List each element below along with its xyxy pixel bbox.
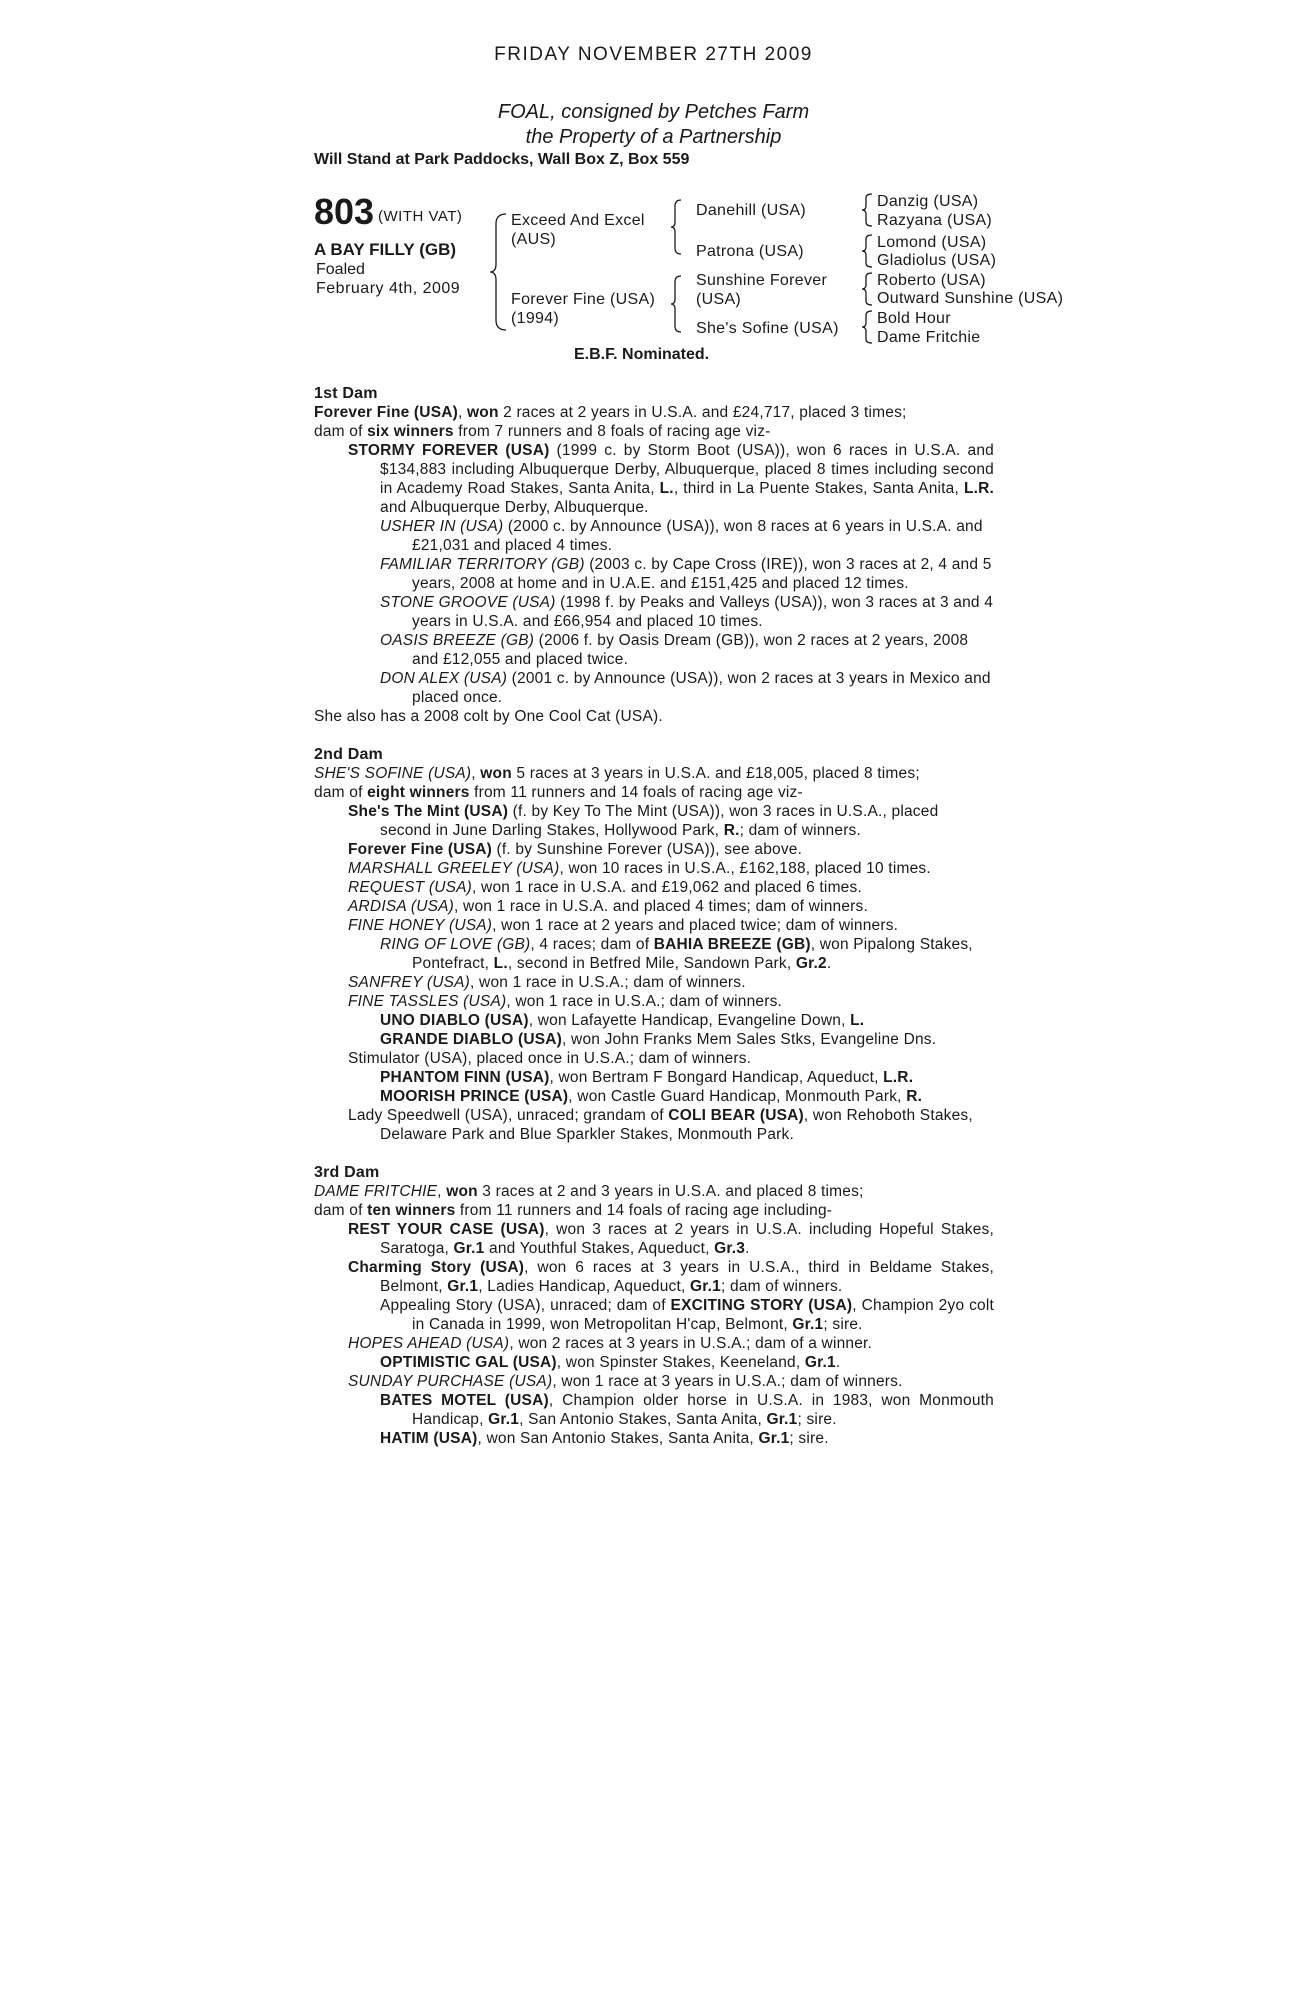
pedigree-brace-g3-3 bbox=[860, 271, 874, 307]
vat-note: (WITH VAT) bbox=[378, 208, 463, 225]
produce-entry: REST YOUR CASE (USA), won 3 races at 2 years in U.S.A. including Hopeful Stakes, Saratoga, Gr.1 and Youthful Stakes, Aqueduct, Gr.3. bbox=[348, 1221, 994, 1257]
consignor-line: FOAL, consigned by Petches Farm bbox=[497, 101, 810, 123]
produce-entry: FAMILIAR TERRITORY (GB) (2003 c. by Cape Cross (IRE)), won 3 races at 2, 4 and 5 years, 2008 at home and in U.A.E. and £151,425 and placed 12 times. bbox=[380, 556, 992, 592]
pedigree-brace-g3-1 bbox=[860, 192, 874, 228]
produce-entry: MOORISH PRINCE (USA), won Castle Guard Handicap, Monmouth Park, R. bbox=[380, 1088, 923, 1105]
second-dam-produce-summary: dam of eight winners from 11 runners and 14 foals of racing age viz- bbox=[314, 784, 803, 801]
pedigree-dam: Forever Fine (USA) (1994) bbox=[511, 291, 656, 327]
produce-entry: SUNDAY PURCHASE (USA), won 1 race at 3 years in U.S.A.; dam of winners. bbox=[348, 1373, 903, 1390]
pedigree-sire-dam: Patrona (USA) bbox=[696, 243, 804, 260]
pedigree-brace-sire bbox=[669, 198, 683, 256]
second-dam-heading: 2nd Dam bbox=[314, 746, 383, 763]
produce-entry: OASIS BREEZE (GB) (2006 f. by Oasis Dream (GB)), won 2 races at 2 years, 2008 and £12,055 and placed twice. bbox=[380, 632, 969, 668]
first-dam-intro: Forever Fine (USA), won 2 races at 2 years in U.S.A. and £24,717, placed 3 times; bbox=[314, 404, 907, 421]
pedigree-g3-8: Dame Fritchie bbox=[877, 329, 981, 346]
ebf-nomination: E.B.F. Nominated. bbox=[574, 346, 710, 363]
pedigree-brace-main bbox=[488, 212, 508, 332]
second-dam-intro: SHE'S SOFINE (USA), won 5 races at 3 years in U.S.A. and £18,005, placed 8 times; bbox=[314, 765, 920, 782]
produce-entry: USHER IN (USA) (2000 c. by Announce (USA)), won 8 races at 6 years in U.S.A. and £21,031 and placed 4 times. bbox=[380, 518, 983, 554]
produce-entry: ARDISA (USA), won 1 race in U.S.A. and placed 4 times; dam of winners. bbox=[348, 898, 868, 915]
pedigree-g3-1: Danzig (USA) bbox=[877, 193, 979, 210]
produce-entry: BATES MOTEL (USA), Champion older horse in U.S.A. in 1983, won Monmouth Handicap, Gr.1, San Antonio Stakes, Santa Anita, Gr.1; sire. bbox=[380, 1392, 995, 1428]
produce-entry: MARSHALL GREELEY (USA), won 10 races in U.S.A., £162,188, placed 10 times. bbox=[348, 860, 931, 877]
pedigree-dam-dam: She's Sofine (USA) bbox=[696, 320, 839, 337]
produce-entry: UNO DIABLO (USA), won Lafayette Handicap, Evangeline Down, L. bbox=[380, 1012, 865, 1029]
pedigree-g3-4: Gladiolus (USA) bbox=[877, 252, 997, 269]
third-dam-produce-summary: dam of ten winners from 11 runners and 14 foals of racing age including- bbox=[314, 1202, 833, 1219]
produce-entry: DON ALEX (USA) (2001 c. by Announce (USA)), won 2 races at 3 years in Mexico and placed once. bbox=[380, 670, 991, 706]
pedigree-sire-sire: Danehill (USA) bbox=[696, 202, 807, 219]
pedigree-g3-7: Bold Hour bbox=[877, 310, 951, 327]
produce-entry: PHANTOM FINN (USA), won Bertram F Bongard Handicap, Aqueduct, L.R. bbox=[380, 1069, 914, 1086]
pedigree-sire: Exceed And Excel (AUS) bbox=[511, 212, 645, 248]
produce-entry: FINE HONEY (USA), won 1 race at 2 years and placed twice; dam of winners. bbox=[348, 917, 899, 934]
produce-entry: Stimulator (USA), placed once in U.S.A.; dam of winners. bbox=[348, 1050, 752, 1067]
produce-entry: FINE TASSLES (USA), won 1 race in U.S.A.; dam of winners. bbox=[348, 993, 783, 1010]
produce-entry: Charming Story (USA), won 6 races at 3 years in U.S.A., third in Beldame Stakes, Belmont, Gr.1, Ladies Handicap, Aqueduct, Gr.1; dam of winners. bbox=[348, 1259, 994, 1295]
foaled-label: Foaled bbox=[316, 261, 365, 278]
ownership-line: the Property of a Partnership bbox=[525, 126, 782, 148]
third-dam-intro: DAME FRITCHIE, won 3 races at 2 and 3 years in U.S.A. and placed 8 times; bbox=[314, 1183, 864, 1200]
produce-entry: SANFREY (USA), won 1 race in U.S.A.; dam of winners. bbox=[348, 974, 746, 991]
horse-name: A BAY FILLY (GB) bbox=[314, 240, 457, 259]
third-dam-heading: 3rd Dam bbox=[314, 1164, 380, 1181]
produce-entry: She's The Mint (USA) (f. by Key To The Mint (USA)), won 3 races in U.S.A., placed second in June Darling Stakes, Hollywood Park, R.; dam of winners. bbox=[348, 803, 939, 839]
produce-entry: STONE GROOVE (USA) (1998 f. by Peaks and Valleys (USA)), won 3 races at 3 and 4 years in U.S.A. and £66,954 and placed 10 times. bbox=[380, 594, 994, 630]
produce-entry: RING OF LOVE (GB), 4 races; dam of BAHIA BREEZE (GB), won Pipalong Stakes, Pontefract, L., second in Betfred Mile, Sandown Park, Gr.2. bbox=[380, 936, 973, 972]
pedigree-dam-sire: Sunshine Forever (USA) bbox=[696, 272, 828, 308]
produce-entry: GRANDE DIABLO (USA), won John Franks Mem Sales Stks, Evangeline Dns. bbox=[380, 1031, 937, 1048]
produce-entry: Appealing Story (USA), unraced; dam of EXCITING STORY (USA), Champion 2yo colt in Canada in 1999, won Metropolitan H'cap, Belmont, Gr.1; sire. bbox=[380, 1297, 994, 1333]
produce-entry: STORMY FOREVER (USA) (1999 c. by Storm Boot (USA)), won 6 races in U.S.A. and $134,883 including Albuquerque Derby, Albuquerque, placed 8 times including second in Academy Road Stakes, Santa Anita, L., third in La Puente Stakes, Santa Anita, L.R. and Albuquerque Derby, Albuquerque. bbox=[348, 442, 995, 516]
first-dam-produce-summary: dam of six winners from 7 runners and 8 foals of racing age viz- bbox=[314, 423, 771, 440]
pedigree-brace-dam bbox=[669, 274, 683, 334]
pedigree-g3-5: Roberto (USA) bbox=[877, 272, 986, 289]
pedigree-g3-2: Razyana (USA) bbox=[877, 212, 993, 229]
first-dam-heading: 1st Dam bbox=[314, 385, 378, 402]
pedigree-brace-g3-2 bbox=[860, 233, 874, 269]
produce-entry: Forever Fine (USA) (f. by Sunshine Forever (USA)), see above. bbox=[348, 841, 803, 858]
dam-history bbox=[314, 384, 994, 1448]
produce-entry: REQUEST (USA), won 1 race in U.S.A. and £19,062 and placed 6 times. bbox=[348, 879, 862, 896]
lot-number: 803 bbox=[314, 191, 375, 232]
first-dam-also: She also has a 2008 colt by One Cool Cat (USA). bbox=[314, 708, 663, 725]
pedigree-g3-6: Outward Sunshine (USA) bbox=[877, 290, 1064, 307]
foaled-date: February 4th, 2009 bbox=[316, 280, 461, 297]
produce-entry: HATIM (USA), won San Antonio Stakes, Santa Anita, Gr.1; sire. bbox=[380, 1430, 829, 1447]
stand-location: Will Stand at Park Paddocks, Wall Box Z, Box 559 bbox=[314, 151, 690, 168]
produce-entry: Lady Speedwell (USA), unraced; grandam of COLI BEAR (USA), won Rehoboth Stakes, Delaware Park and Blue Sparkler Stakes, Monmouth Park. bbox=[348, 1107, 973, 1143]
page-date-header: FRIDAY NOVEMBER 27TH 2009 bbox=[494, 44, 813, 65]
produce-entry: OPTIMISTIC GAL (USA), won Spinster Stakes, Keeneland, Gr.1. bbox=[380, 1354, 841, 1371]
produce-entry: HOPES AHEAD (USA), won 2 races at 3 years in U.S.A.; dam of a winner. bbox=[348, 1335, 873, 1352]
pedigree-g3-3: Lomond (USA) bbox=[877, 234, 987, 251]
pedigree-brace-g3-4 bbox=[860, 309, 874, 345]
